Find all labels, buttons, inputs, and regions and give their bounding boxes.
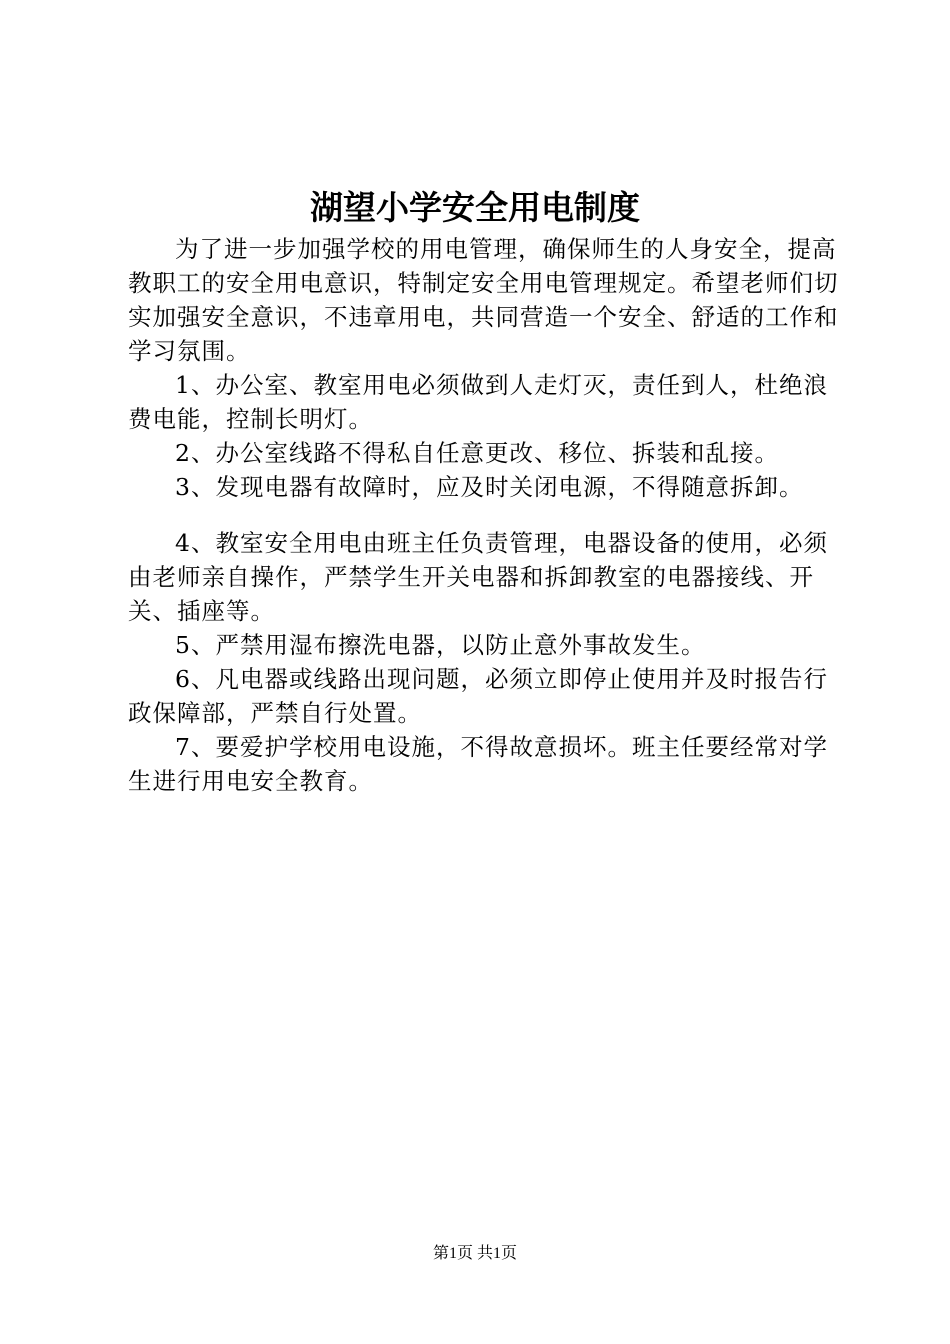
rule-item-5: 5、严禁用湿布擦洗电器，以防止意外事故发生。 [175, 631, 706, 659]
paragraph-spacer [128, 504, 850, 526]
rule-item-4: 4、教室安全用电由班主任负责管理，电器设备的使用，必须由老师亲自操作，严禁学生开关电器和拆卸教室的电器接线、开关、插座等。 [128, 529, 828, 625]
rule-item-6: 6、凡电器或线路出现问题，必须立即停止使用并及时报告行政保障部，严禁自行处置。 [128, 665, 828, 727]
rule-item-7: 7、要爱护学校用电设施，不得故意损坏。班主任要经常对学生进行用电安全教育。 [128, 733, 828, 795]
page-footer: 第1页 共1页 [432, 1245, 517, 1262]
page-title: 湖望小学安全用电制度 [310, 188, 640, 227]
intro-paragraph: 为了进一步加强学校的用电管理，确保师生的人身安全，提高教职工的安全用电意识，特制定安全用电管理规定。希望老师们切实加强安全意识，不违章用电，共同营造一个安全、舒适的工作和学习氛围。 [128, 235, 839, 365]
rule-item-3: 3、发现电器有故障时，应及时关闭电源，不得随意拆卸。 [175, 473, 804, 501]
document-body [128, 232, 850, 798]
rule-item-2: 2、办公室线路不得私自任意更改、移位、拆装和乱接。 [175, 439, 779, 467]
rule-item-1: 1、办公室、教室用电必须做到人走灯灭，责任到人，杜绝浪费电能，控制长明灯。 [128, 371, 828, 433]
